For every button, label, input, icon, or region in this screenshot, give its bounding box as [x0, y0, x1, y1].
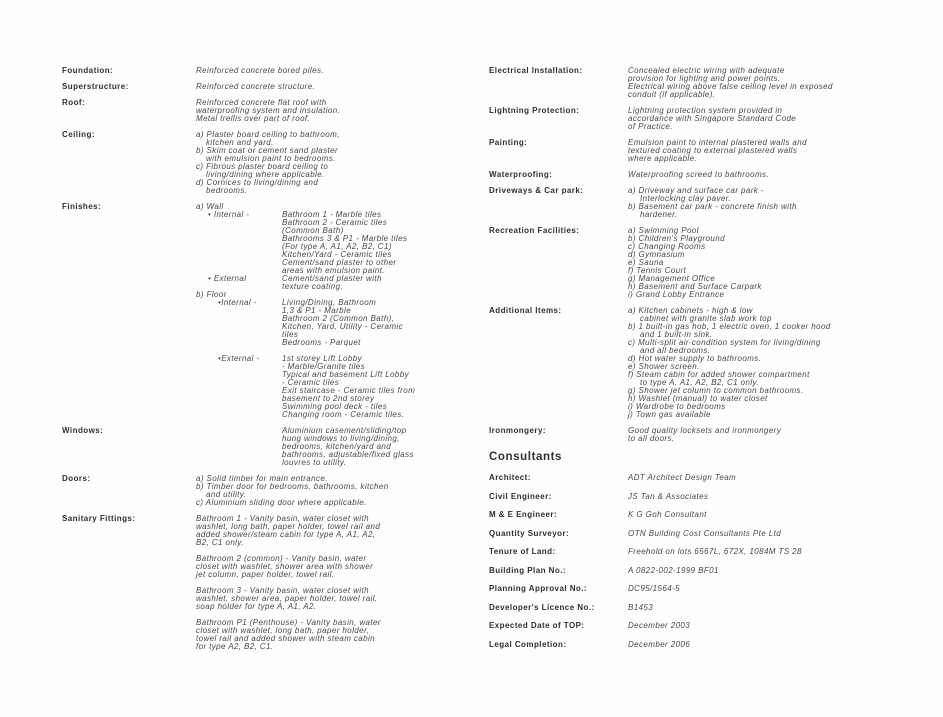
spec-text: (Common Bath)	[282, 226, 344, 235]
consultants-section	[489, 451, 915, 649]
consultants-rows	[489, 474, 915, 649]
spec-text: Lightning protection system provided in	[628, 106, 783, 115]
spec-text: g) Shower jet column to common bathrooms.	[628, 386, 804, 395]
section-content	[196, 83, 476, 91]
spec-text: bedrooms, kitchen/yard and	[282, 442, 392, 451]
spec-section	[62, 99, 476, 123]
spec-text: i) Wardrobe to bedrooms	[628, 402, 726, 411]
spec-line	[628, 251, 915, 259]
spec-text: Electrical wiring above false ceiling level in exposed	[628, 82, 833, 91]
section-label: Roof:	[62, 98, 86, 107]
spec-line	[628, 155, 915, 163]
section-label: Lightning Protection:	[489, 106, 580, 115]
spec-section	[489, 171, 915, 179]
consultant-label: Architect:	[489, 473, 531, 482]
spec-line	[628, 291, 915, 299]
spec-text: waterproofing system and insulation.	[196, 106, 341, 115]
section-content	[628, 427, 915, 443]
spec-text: washlet, shower area, paper holder, towel rail,	[196, 594, 378, 603]
spec-text: Bathroom 3 - Vanity basin, water closet with	[196, 586, 369, 595]
spec-text: a) Driveway and surface car park -	[628, 186, 764, 195]
spec-text: a) Kitchen cabinets - high & low	[628, 306, 753, 315]
section-label: Recreation Facilities:	[489, 226, 580, 235]
spec-text: soap holder for type A, A1, A2.	[196, 602, 317, 611]
spec-text: Cement/sand plaster with	[282, 274, 382, 283]
spec-text: Bathroom P1 (Penthouse) - Vanity basin, water	[196, 618, 381, 627]
spec-text: Changing room - Ceramic tiles.	[282, 410, 405, 419]
spec-text	[196, 347, 199, 355]
spec-text: tiles	[282, 330, 299, 339]
spec-text: washlet, long bath, paper holder, towel rail and	[196, 522, 381, 531]
spec-line	[196, 283, 476, 291]
section-label: Electrical Installation:	[489, 66, 583, 75]
section-content	[196, 515, 476, 651]
consultant-label: Building Plan No.:	[489, 565, 566, 575]
left-column	[62, 67, 476, 659]
spec-text: d) Hot water supply to bathrooms.	[628, 354, 762, 363]
spec-section	[489, 187, 915, 219]
spec-text: Aluminium casement/sliding/top	[282, 426, 407, 435]
spec-text: areas with emulsion paint.	[282, 266, 385, 275]
spec-text: and utility.	[206, 490, 247, 499]
section-content	[628, 187, 915, 219]
spec-text: and all bedrooms.	[640, 346, 711, 355]
spec-line	[196, 83, 476, 91]
section-label: Sanitary Fittings:	[62, 514, 136, 523]
section-label: Painting:	[489, 138, 528, 147]
spec-text: - Marble/Granite tiles	[282, 362, 366, 371]
consultant-value: December 2003	[628, 621, 691, 630]
section-content	[628, 307, 915, 419]
spec-text: Good quality locksets and ironmongery	[628, 426, 782, 435]
spec-line	[196, 643, 476, 651]
spec-section	[62, 515, 476, 651]
spec-text: a) Plaster board ceiling to bathroom,	[196, 130, 340, 139]
spec-line	[196, 499, 476, 507]
spec-text: b) Timber door for bedrooms, bathrooms, kitchen	[196, 482, 389, 491]
spec-text: hardener.	[640, 210, 678, 219]
consultant-label: M & E Engineer:	[489, 510, 558, 519]
section-label: Windows:	[62, 426, 104, 435]
consultant-value: OTN Building Cost Consultants Pte Ltd	[628, 528, 782, 538]
spec-text: h) Basement and Surface Carpark	[628, 282, 762, 291]
consultant-row	[489, 548, 915, 556]
consultant-value: DC95/1564-5	[628, 584, 680, 593]
spec-section	[489, 227, 915, 299]
spec-text: to all doors.	[628, 434, 675, 443]
section-content	[628, 171, 915, 179]
spec-text: accordance with Singapore Standard Code	[628, 114, 797, 123]
spec-text: bathrooms, adjustable/fixed glass	[282, 450, 414, 459]
section-label: Ironmongery:	[489, 426, 546, 435]
spec-text: Reinforced concrete bored piles.	[196, 66, 324, 75]
spec-text: added shower/steam cabin for type A, A1, A2,	[196, 530, 376, 539]
spec-text: c) Aluminium sliding door where applicable.	[196, 498, 367, 507]
consultant-value: December 2006	[628, 639, 691, 649]
section-content	[628, 107, 915, 131]
consultant-value: ADT Architect Design Team	[628, 473, 737, 482]
consultant-label: Expected Date of TOP:	[489, 621, 585, 630]
consultant-label: Tenure of Land:	[489, 547, 556, 556]
spec-line	[196, 323, 476, 331]
spec-line	[196, 67, 476, 75]
spec-text: e) Shower screen.	[628, 362, 700, 371]
spec-section	[62, 203, 476, 419]
spec-text: Bathroom 2 (Common Bath),	[282, 314, 395, 323]
spec-text: cabinet with granite slab work top	[640, 314, 772, 323]
spec-text: towel rail and added shower with steam cabin	[196, 634, 376, 643]
section-content	[196, 475, 476, 507]
spec-text: b) 1 built-in gas hob, 1 electric oven, 1 cooker hood	[628, 322, 831, 331]
spec-text: Bathroom 2 (common) - Vanity basin, water	[196, 554, 367, 563]
consultant-value: JS Tan & Associates	[628, 491, 709, 501]
section-label: Finishes:	[62, 202, 102, 211]
spec-text: Bedrooms - Parquet	[282, 338, 361, 347]
spec-text: texture coating.	[282, 282, 344, 291]
spec-text: Concealed electric wiring with adequate	[628, 66, 785, 75]
spec-section	[62, 83, 476, 91]
spec-text: a) Swimming Pool	[628, 226, 699, 235]
spec-text: j) Town gas available	[628, 410, 711, 419]
spec-line	[196, 115, 476, 123]
section-content	[196, 67, 476, 75]
spec-text: i) Grand Lobby Entrance	[628, 290, 725, 299]
section-label: Superstructure:	[62, 82, 129, 91]
spec-line	[628, 91, 915, 99]
spec-section	[62, 427, 476, 467]
spec-line	[196, 603, 476, 611]
spec-section	[489, 67, 915, 99]
spec-line	[196, 459, 476, 467]
right-column	[489, 67, 915, 659]
section-content	[196, 99, 476, 123]
consultant-row	[489, 511, 915, 519]
spec-text: f) Steam cabin for added shower compartment	[628, 370, 810, 379]
consultant-row	[489, 567, 915, 575]
spec-line	[628, 171, 915, 179]
spec-text: b) Floor	[196, 290, 227, 299]
spec-text: Bathroom 1 - Marble tiles	[282, 210, 382, 219]
spec-text: Metal trellis over part of roof.	[196, 114, 311, 123]
spec-text: d) Cornices to living/dining and	[196, 178, 319, 187]
spec-text: Living/Dining, Bathroom	[282, 298, 377, 307]
consultants-heading: Consultants	[489, 451, 563, 463]
spec-section	[62, 475, 476, 507]
consultant-value: Freehold on lots 6567L, 672X, 1084M TS 28	[628, 547, 802, 556]
consultant-row	[489, 622, 915, 630]
section-content	[628, 67, 915, 99]
spec-section	[489, 427, 915, 443]
spec-text: c) Fibrous plaster board ceiling to	[196, 162, 329, 171]
spec-text: provision for lighting and power points.	[628, 74, 781, 83]
spec-text: f) Tennis Court	[628, 266, 687, 275]
spec-text: for type A2, B2, C1.	[196, 642, 274, 651]
spec-text: a) Solid timber for main entrance.	[196, 474, 328, 483]
spec-text: living/dining where applicable.	[206, 170, 325, 179]
consultant-row	[489, 530, 915, 538]
bullet-sublabel: • Internal -	[208, 210, 250, 219]
consultant-row	[489, 641, 915, 649]
spec-text: Typical and basement Lift Lobby	[282, 370, 409, 379]
spec-text: h) Washlet (manual) to water closet	[628, 394, 768, 403]
spec-text: Swimming pool deck - tiles	[282, 402, 388, 411]
spec-text: Bathroom 2 - Ceramic tiles	[282, 218, 388, 227]
spec-text: Emulsion paint to internal plastered walls and	[628, 138, 807, 147]
consultant-row	[489, 474, 915, 482]
spec-text: Reinforced concrete flat roof with	[196, 98, 327, 107]
bullet-sublabel: •External -	[218, 354, 260, 363]
spec-text: closet with washlet, long bath, paper holder,	[196, 626, 370, 635]
spec-text: with emulsion paint to bedrooms.	[206, 154, 336, 163]
spec-line	[628, 411, 915, 419]
consultant-label: Civil Engineer:	[489, 491, 552, 501]
consultant-label: Planning Approval No.:	[489, 584, 588, 593]
spec-line	[628, 435, 915, 443]
section-label: Additional Items:	[489, 306, 562, 315]
spec-text: Bathroom 1 - Vanity basin, water closet with	[196, 514, 369, 523]
bullet-sublabel: • External	[208, 274, 247, 283]
spec-section	[489, 307, 915, 419]
spec-text: d) Gymnasium	[628, 250, 685, 259]
spec-text: Cement/sand plaster to other	[282, 258, 397, 267]
spec-text: e) Sauna	[628, 258, 664, 267]
spec-text: Reinforced concrete structure.	[196, 82, 316, 91]
section-content	[628, 227, 915, 299]
consultant-row	[489, 585, 915, 593]
consultant-label: Legal Completion:	[489, 639, 567, 649]
spec-text: b) Basement car park - concrete finish with	[628, 202, 797, 211]
spec-text: and 1 built-in sink.	[640, 330, 713, 339]
spec-section	[62, 67, 476, 75]
spec-text: c) Changing Rooms	[628, 242, 706, 251]
spec-text: louvres to utility.	[282, 458, 347, 467]
spec-text: 1,3 & P1 - Marble	[282, 306, 352, 315]
spec-text: Exit staircase - Ceramic tiles from	[282, 386, 416, 395]
spec-text: b) Skim coat or cement sand plaster	[196, 146, 339, 155]
spec-text: Kitchen/Yard - Ceramic tiles	[282, 250, 392, 259]
spec-line	[628, 123, 915, 131]
spec-text: where applicable.	[628, 154, 698, 163]
section-label: Driveways & Car park:	[489, 186, 584, 195]
section-content	[628, 139, 915, 163]
consultant-row	[489, 493, 915, 501]
spec-line	[196, 339, 476, 347]
section-content	[196, 131, 476, 195]
spec-text: - Ceramic tiles	[282, 378, 340, 387]
consultant-label: Developer's Licence No.:	[489, 602, 595, 612]
spec-text: g) Management Office	[628, 274, 716, 283]
consultant-value: K G Goh Consultant	[628, 510, 707, 519]
spec-text: (For type A, A1, A2, B2, C1)	[282, 242, 392, 251]
spec-line	[196, 187, 476, 195]
bullet-sublabel: •Internal -	[218, 298, 257, 307]
spec-text: b) Children's Playground	[628, 234, 725, 243]
spec-text: closet with washlet, shower area with shower	[196, 562, 374, 571]
section-label: Waterproofing:	[489, 170, 553, 179]
section-content	[196, 427, 476, 467]
spec-line	[196, 539, 476, 547]
spec-text: hung windows to living/dining,	[282, 434, 400, 443]
spec-text: to type A, A1, A2, B2, C1 only.	[640, 378, 759, 387]
spec-section	[62, 131, 476, 195]
spec-section	[489, 139, 915, 163]
spec-text: bedrooms.	[206, 186, 248, 195]
spec-line	[628, 211, 915, 219]
section-label: Foundation:	[62, 66, 114, 75]
consultant-row	[489, 604, 915, 612]
spec-line	[196, 411, 476, 419]
spec-text: textured coating to external plastered walls	[628, 146, 798, 155]
section-content	[196, 203, 476, 419]
spec-text: basement to 2nd storey	[282, 394, 375, 403]
spec-text: B2, C1 only.	[196, 538, 244, 547]
consultant-value: B1453	[628, 602, 654, 612]
spec-text: c) Multi-split air-condition system for living/dining	[628, 338, 821, 347]
spec-text: Kitchen, Yard, Utility - Ceramic	[282, 322, 403, 331]
spec-text: Interlocking clay paver.	[640, 194, 732, 203]
spec-line	[196, 571, 476, 579]
spec-text: Bathrooms 3 & P1 - Marble tiles	[282, 234, 408, 243]
section-label: Ceiling:	[62, 130, 95, 139]
spec-text: of Practice.	[628, 122, 673, 131]
consultant-value: A 0822-002-1999 BF01	[628, 565, 719, 575]
spec-text: 1st storey Lift Lobby	[282, 354, 362, 363]
section-label: Doors:	[62, 474, 91, 483]
spec-text: conduit (if applicable).	[628, 90, 716, 99]
spec-text: jet column, paper holder, towel rail.	[196, 570, 335, 579]
spec-text: a) Wall	[196, 202, 224, 211]
spec-section	[489, 107, 915, 131]
spec-text: Waterproofing screed to bathrooms.	[628, 170, 770, 179]
consultant-label: Quantity Surveyor:	[489, 528, 570, 538]
spec-text: kitchen and yard.	[206, 138, 274, 147]
